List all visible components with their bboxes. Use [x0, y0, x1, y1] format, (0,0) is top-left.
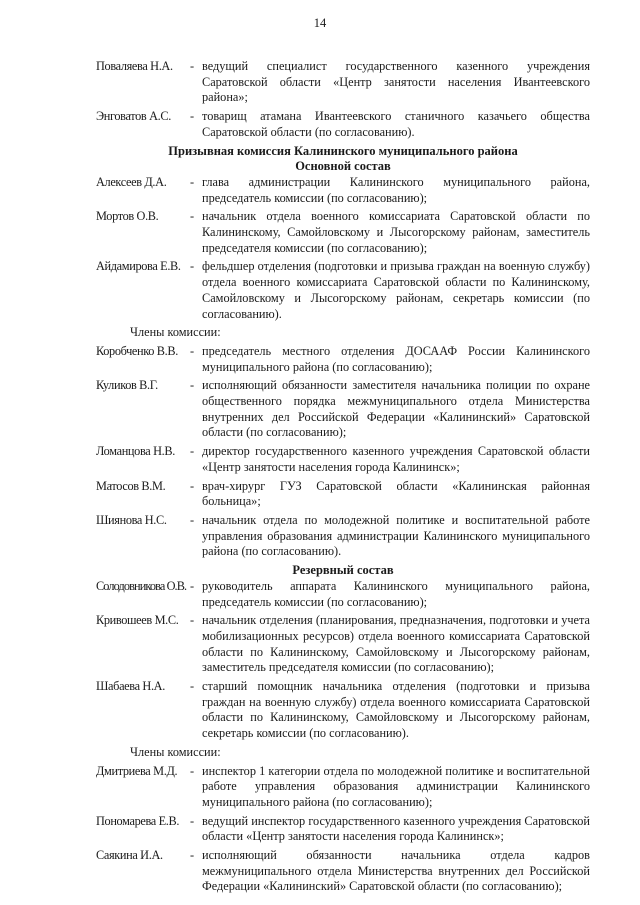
dash-separator: -	[190, 174, 195, 189]
list-entry	[96, 513, 590, 560]
members-label: Члены комиссии:	[130, 325, 221, 340]
person-position: товарищ атамана Ивантеевского станичного казачьего общества Саратовской области (по согласованию).	[202, 109, 590, 139]
person-name: Мортов О.В.	[96, 209, 159, 224]
person-name: Энговатов А.С.	[96, 109, 171, 124]
person-name: Коробченко В.В.	[96, 343, 178, 358]
dash-separator: -	[190, 343, 195, 358]
person-name: Шиянова Н.С.	[96, 512, 167, 527]
list-entry	[96, 344, 590, 375]
dash-separator: -	[190, 59, 195, 73]
person-position: исполняющий обязанности заместителя начальника полиции по охране общественного порядка межмуниципального отдела Министерства внутренних дел Российской Федерации «Калининский» Саратовской области (по согласованию);	[202, 378, 590, 440]
person-name: Шабаева Н.А.	[96, 679, 165, 694]
document-body	[96, 59, 590, 898]
list-entry	[96, 613, 590, 676]
dash-separator: -	[190, 512, 195, 527]
person-name: Кривошеев М.С.	[96, 613, 179, 628]
commission-title: Призывная комиссия Калининского муниципального района	[168, 143, 518, 158]
person-position: старший помощник начальника отделения (подготовки и призыва граждан на военную службу) отдела военного комиссариата Саратовской области по Калининскому, Самойловскому и Лысогорскому районам, секретарь комиссии (по согласованию).	[202, 679, 590, 741]
person-name: Айдамирова Е.В.	[96, 259, 181, 274]
list-entry	[96, 579, 590, 610]
person-name: Солодовникова О.В.	[96, 578, 187, 593]
person-name: Матосов В.М.	[96, 478, 166, 493]
person-position: директор государственного казенного учреждения Саратовской области «Центр занятости населения города Калининск»;	[202, 444, 590, 474]
person-position: ведущий специалист государственного казенного учреждения Саратовской области «Центр занятости населения Ивантеевского района»;	[202, 59, 590, 105]
dash-separator: -	[190, 763, 195, 778]
person-position: фельдшер отделения (подготовки и призыва граждан на военную службу) отдела военного комиссариата Саратовской области по Калининскому, Самойловскому и Лысогорскому районам, секретарь комиссии (по согласованию).	[202, 259, 590, 321]
dash-separator: -	[190, 679, 195, 694]
person-name: Пономарева Е.В.	[96, 813, 180, 828]
list-entry	[96, 59, 590, 106]
person-position: исполняющий обязанности начальника отдела кадров межмуниципального отдела Министерства внутренних дел Российской Федерации «Калининский» Саратовской области (по согласованию);	[202, 848, 590, 894]
list-entry	[96, 444, 590, 475]
dash-separator: -	[190, 478, 195, 493]
list-entry	[96, 109, 590, 140]
list-entry	[96, 848, 590, 895]
person-position: глава администрации Калининского муниципального района, председатель комиссии (по согласованию);	[202, 174, 590, 205]
page-number: 14	[313, 16, 327, 30]
person-position: руководитель аппарата Калининского муниципального района, председатель комиссии (по согласованию);	[202, 578, 590, 609]
list-entry	[96, 679, 590, 742]
list-entry	[96, 259, 590, 322]
person-name: Ломанцова Н.В.	[96, 444, 175, 459]
person-position: начальник отделения (планирования, предназначения, подготовки и учета мобилизационных ресурсов) отдела военного комиссариата Саратовской области по Калининскому, Самойловскому и Лысогорскому районам, заместитель председателя комиссии (по согласованию);	[202, 613, 590, 675]
dash-separator: -	[190, 378, 195, 393]
person-position: начальник отдела по молодежной политике и воспитательной работе управления образования администрации Калининского муниципального района (по согласованию).	[202, 512, 590, 559]
list-entry	[96, 764, 590, 811]
list-entry	[96, 479, 590, 510]
person-position: начальник отдела военного комиссариата Саратовской области по Калининскому, Самойловскому и Лысогорскому районам, заместитель председателя комиссии (по согласованию);	[202, 209, 590, 255]
reserve-composition-heading: Резервный состав	[292, 563, 394, 578]
dash-separator: -	[190, 444, 195, 459]
dash-separator: -	[190, 613, 195, 628]
person-name: Дмитриева М.Д.	[96, 763, 178, 778]
dash-separator: -	[190, 259, 195, 274]
person-position: инспектор 1 категории отдела по молодежной политике и воспитательной работе управления образования администрации Калининского муниципального района (по согласованию);	[202, 763, 590, 809]
person-position: ведущий инспектор государственного казенного учреждения Саратовской области «Центр занятости населения города Калининск»;	[202, 813, 590, 844]
person-name: Куликов В.Г.	[96, 378, 158, 393]
members-label: Члены комиссии:	[130, 744, 221, 759]
main-composition-heading: Основной состав	[295, 159, 391, 174]
dash-separator: -	[190, 109, 195, 124]
list-entry	[96, 175, 590, 206]
list-entry	[96, 814, 590, 845]
person-name: Поваляева Н.А.	[96, 59, 173, 73]
list-entry	[96, 209, 590, 256]
dash-separator: -	[190, 209, 195, 224]
person-position: председатель местного отделения ДОСААФ России Калининского муниципального района (по согласованию);	[202, 343, 590, 374]
dash-separator: -	[190, 578, 195, 593]
person-name: Саякина И.А.	[96, 848, 163, 863]
list-entry	[96, 378, 590, 441]
dash-separator: -	[190, 813, 195, 828]
dash-separator: -	[190, 848, 195, 863]
person-name: Алексеев Д.А.	[96, 174, 167, 189]
person-position: врач-хирург ГУЗ Саратовской области «Калининская районная больница»;	[202, 478, 590, 509]
